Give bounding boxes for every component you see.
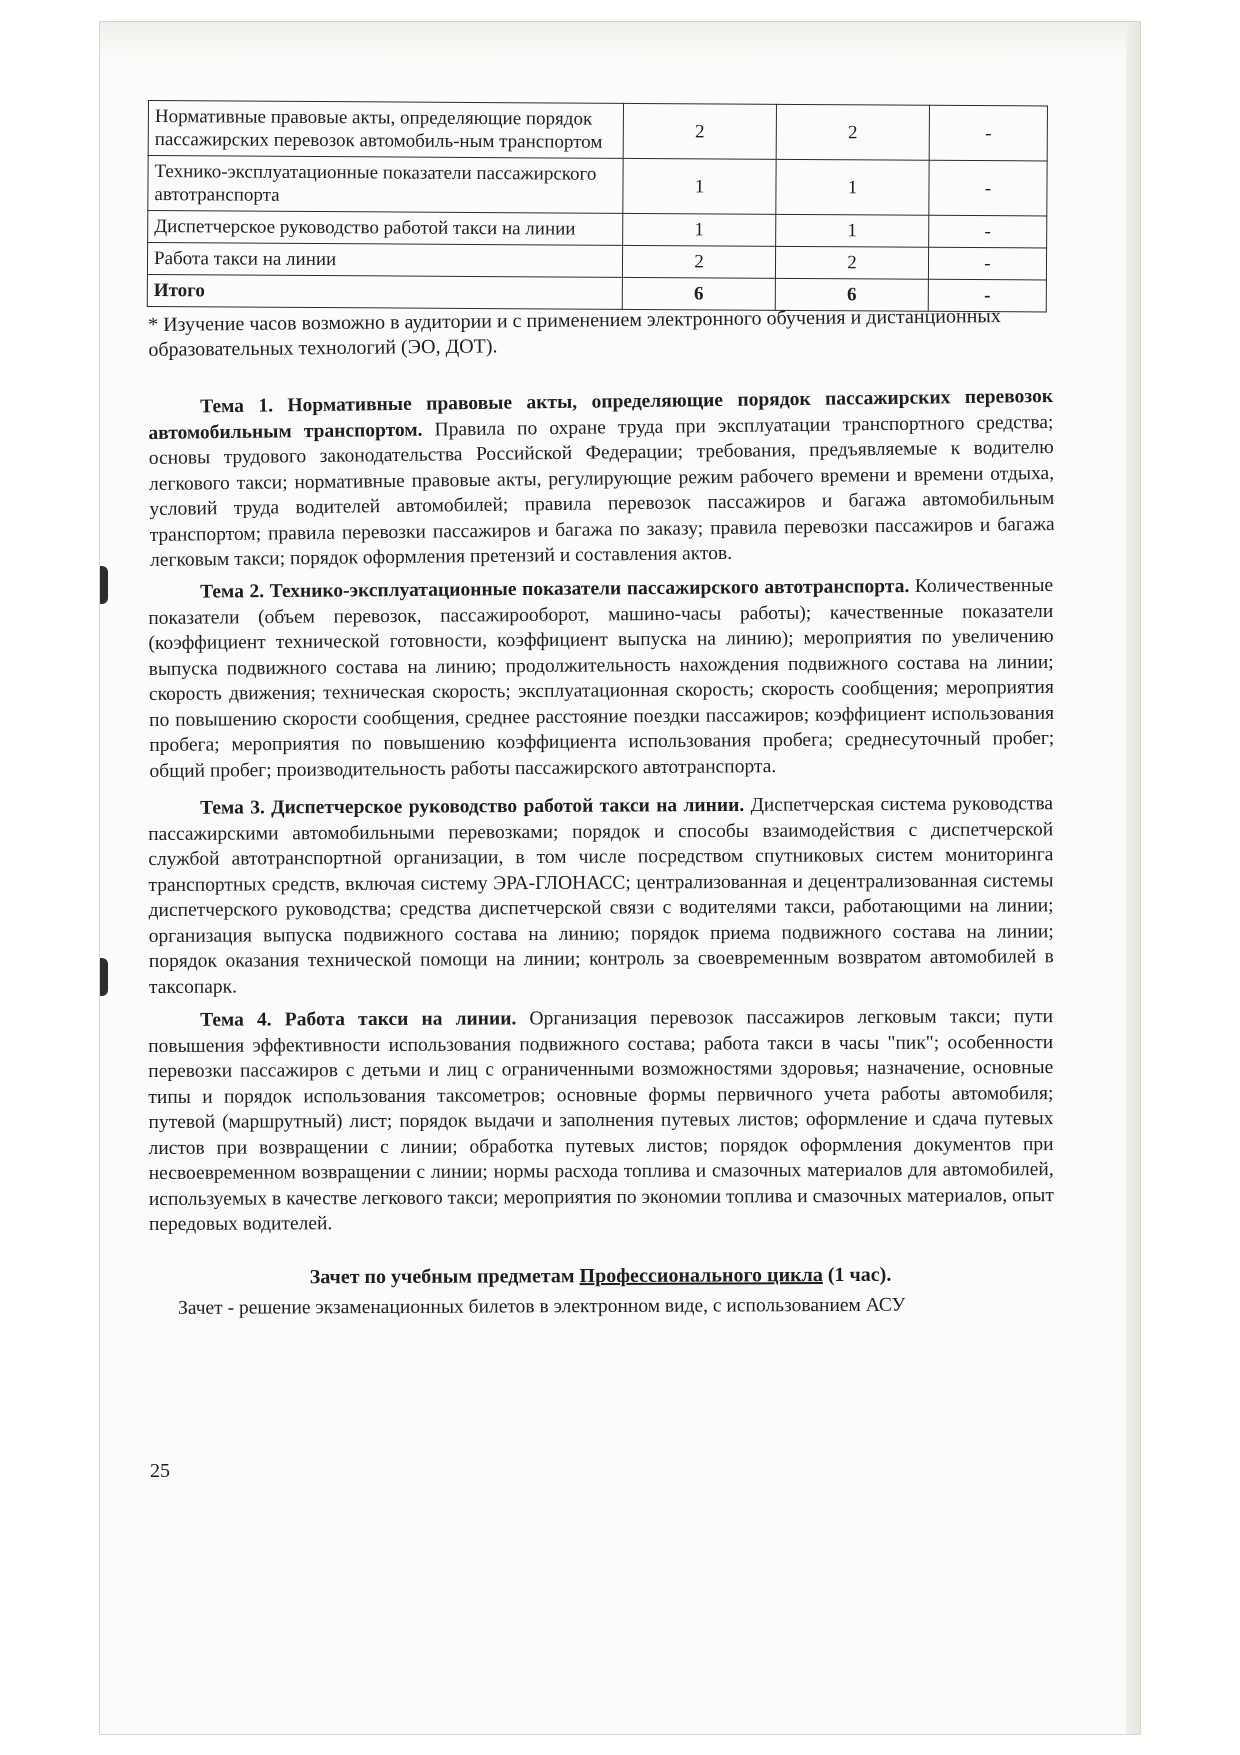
topic-name-cell: Итого	[147, 274, 622, 309]
hours-table	[147, 100, 1048, 312]
topic-name-cell: Диспетчерское руководство работой такси на линии	[148, 211, 623, 246]
total-hours-cell: 2	[623, 103, 776, 159]
theory-hours-cell: 6	[775, 278, 928, 311]
theory-hours-cell: 1	[776, 159, 929, 215]
topic-name-cell: Нормативные правовые акты, определяющие порядок пассажирских перевозок автомобиль-ным транспортом	[148, 101, 623, 159]
topic-3	[148, 791, 1054, 1000]
total-hours-cell: 1	[623, 158, 776, 214]
topic-1-body: Правила по охране труда при эксплуатации транспортного средства; основы трудового законодательства Российской Федерации; требования, предъявляемые к водителю легкового такси; нормативные правовые акты, регулирующие режим рабочего времени и времени отдыха, условий труда водителей автомобилей; правила перевозок пассажиров и багажа автомобильным транспортом; правила перевозки пассажиров и багажа по заказу; правила перевозки пассажиров и багажа легковым такси; порядок оформления претензий и составления актов.	[148, 411, 1055, 571]
credit-heading	[148, 1263, 1053, 1290]
page-content	[148, 100, 1088, 1321]
total-hours-cell: 2	[622, 245, 775, 278]
topic-2	[148, 572, 1055, 783]
topic-name-cell: Работа такси на линии	[147, 243, 622, 278]
table-row	[148, 101, 1047, 161]
binding-hole-mark	[100, 566, 108, 604]
page-edge	[1126, 22, 1140, 1734]
theory-hours-cell: 1	[776, 214, 929, 247]
page-fold-shadow	[100, 22, 1140, 58]
topic-3-heading: Тема 3. Диспетчерское руководство работой такси на линии.	[200, 794, 745, 819]
total-hours-cell: 1	[623, 213, 776, 246]
credit-heading-cycle: Профессионального цикла	[579, 1264, 823, 1288]
table-row	[148, 156, 1047, 216]
binding-hole-mark	[100, 958, 108, 996]
practice-hours-cell: -	[928, 279, 1046, 312]
theory-hours-cell: 2	[775, 246, 928, 279]
hours-table-body	[147, 101, 1047, 312]
table-footnote: * Изучение часов возможно в аудитории и с применением электронного обучения и дистанционных образовательных технологий (ЭО, ДОТ).	[148, 305, 1001, 361]
topic-2-body: Количественные показатели (объем перевозок, пассажирооборот, машино-часы работы); качественные показатели (коэффициент технической готовности, коэффициент выпуска на линию); мероприятия по увеличению выпуска подвижного состава на линию; продолжительность нахождения подвижного состава на линии; скорость движения; техническая скорость; эксплуатационная скорость; скорость сообщения; мероприятия по повышению скорости сообщения, среднее расстояние поездки пассажиров; коэффициент использования пробега; мероприятия по повышению коэффициента использования пробега; среднесуточный пробег; общий пробег; производительность работы пассажирского автотранспорта.	[148, 574, 1055, 781]
credit-heading-suffix: (1 час).	[822, 1263, 892, 1287]
total-hours-cell: 6	[622, 277, 775, 310]
topic-4-heading: Тема 4. Работа такси на линии.	[200, 1007, 517, 1031]
practice-hours-cell: -	[928, 247, 1046, 280]
document-page	[100, 22, 1140, 1734]
page-number: 25	[150, 1460, 170, 1482]
practice-hours-cell: -	[929, 215, 1047, 248]
topic-2-heading: Тема 2. Технико-эксплуатационные показатели пассажирского автотранспорта.	[200, 575, 910, 603]
topic-1-heading: Тема 1. Нормативные правовые акты, определяющие порядок пассажирских перевозок автомобильным транспортом.	[148, 385, 1054, 444]
theory-hours-cell: 2	[776, 104, 929, 160]
topic-4	[148, 1004, 1054, 1237]
practice-hours-cell: -	[929, 105, 1047, 161]
credit-text: Зачет - решение экзаменационных билетов в электронном виде, с использованием АСУ	[178, 1294, 906, 1319]
topic-1	[148, 384, 1055, 574]
credit-heading-prefix: Зачет по учебным предметам	[309, 1265, 580, 1289]
topic-3-body: Диспетчерская система руководства пассажирскими автомобильными перевозками; порядок и способы взаимодействия с диспетчерской службой автотранспортной организации, в том числе посредством спутниковых систем мониторинга транспортных средств, включая систему ЭРА-ГЛОНАСС; централизованная и децентрализованная системы диспетчерского руководства; средства диспетчерской связи с водителями такси, работающими на линии; организация выпуска подвижного состава на линию; порядок приема подвижного состава на линии; порядок оказания технической помощи на линии; контроль за своевременным возвратом автомобилей в таксопарк.	[148, 792, 1054, 997]
topic-name-cell: Технико-эксплуатационные показатели пассажирского автотранспорта	[148, 156, 623, 214]
topic-4-body: Организация перевозок пассажиров легковым такси; пути повышения эффективности использования подвижного состава; работа такси в часы "пик"; особенности перевозки пассажиров с детьми и лиц с ограниченными возможностями здоровья; назначение, основные типы и порядок использования таксометров; основные формы первичного учета работы автомобиля; путевой (маршрутный) лист; порядок выдачи и заполнения путевых листов; оформление и сдача путевых листов при возвращении с линии; обработка путевых листов; порядок оформления документов при несвоевременном возвращении с линии; нормы расхода топлива и смазочных материалов для автомобилей, используемых в качестве легкового такси; мероприятия по экономии топлива и смазочных материалов, опыт передовых водителей.	[148, 1005, 1054, 1235]
practice-hours-cell: -	[929, 160, 1047, 216]
